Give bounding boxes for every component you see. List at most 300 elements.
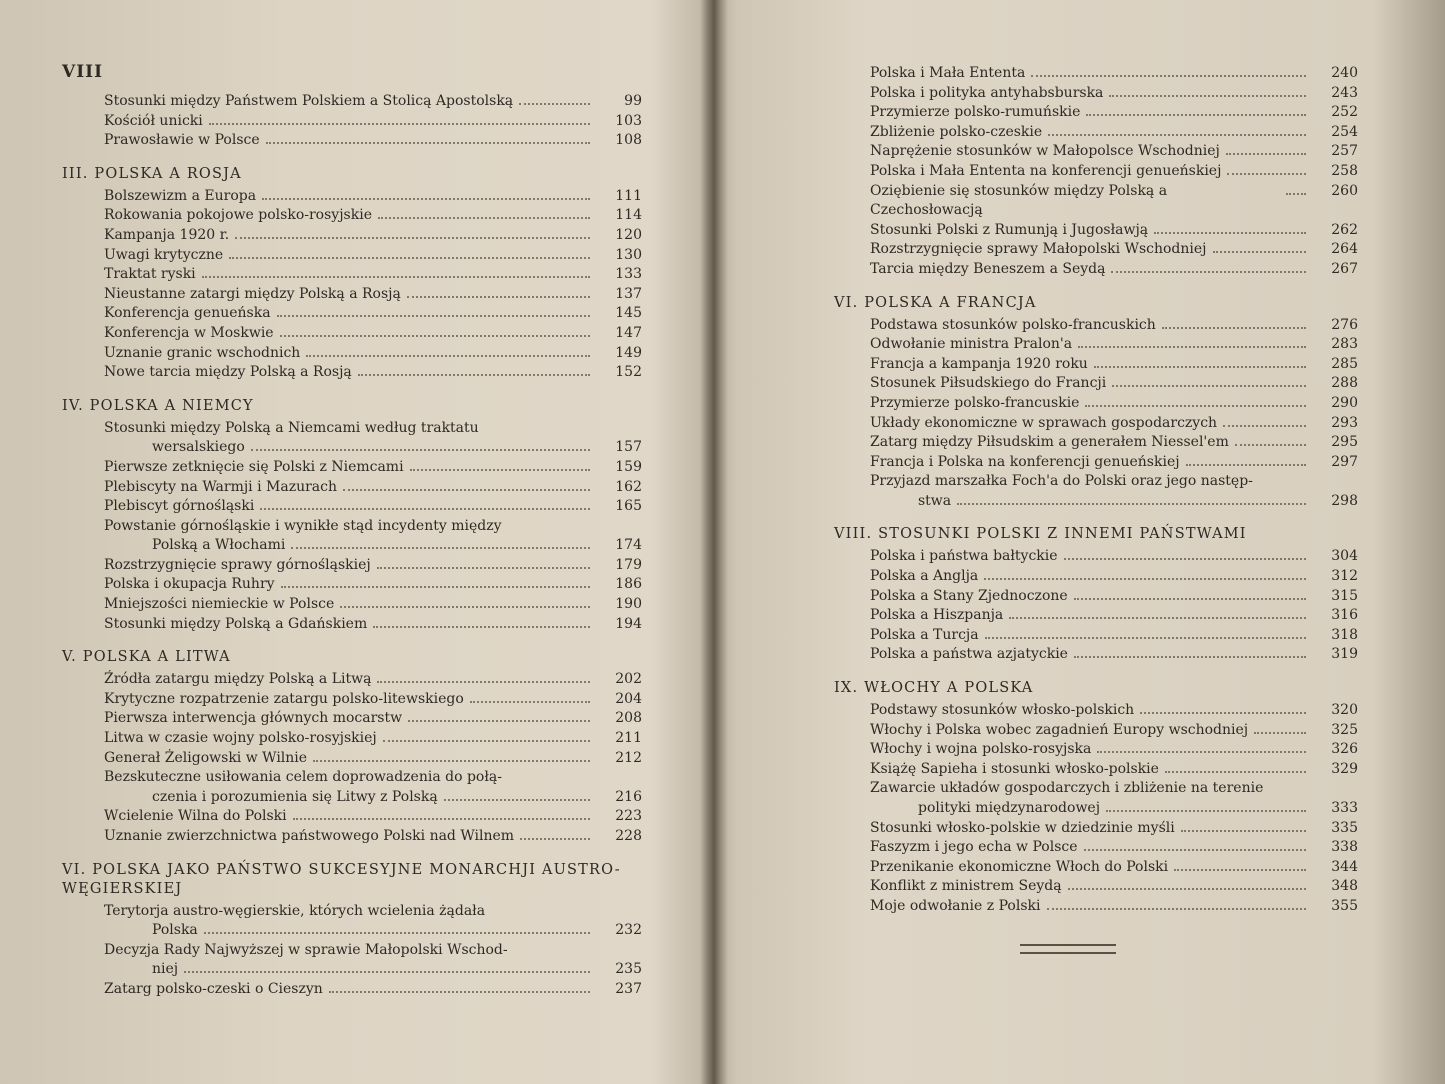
toc-page-number: 137: [615, 285, 642, 302]
toc-section: [834, 525, 1358, 665]
dot-leader: [229, 257, 590, 259]
toc-page-number: 276: [1331, 316, 1358, 333]
toc-page-number: 235: [615, 961, 642, 978]
toc-entry: [104, 517, 642, 537]
toc-page-number: 179: [615, 556, 642, 573]
toc-entry-title: Rozstrzygnięcie sprawy Małopolski Wschodniej: [870, 241, 1207, 258]
toc-page-number: 211: [615, 730, 642, 747]
toc-page-number: 165: [615, 498, 642, 515]
toc-entry-continuation: Polska: [152, 922, 198, 939]
toc-page-number: 186: [615, 576, 642, 593]
dot-leader: [1078, 346, 1306, 348]
toc-entry-title: Oziębienie się stosunków między Polską a Czechosłowacją: [870, 182, 1168, 219]
toc-entry: [104, 285, 642, 305]
left-page: [0, 0, 712, 1084]
toc-section: [62, 648, 642, 846]
toc-page-number: 103: [615, 112, 642, 129]
toc-page-number: 157: [615, 439, 642, 456]
toc-entry: [104, 112, 642, 132]
toc-page-number: 288: [1331, 375, 1358, 392]
dot-leader: [202, 276, 590, 278]
dot-leader: [1097, 751, 1306, 753]
dot-leader: [1165, 771, 1306, 773]
toc-entry: [870, 472, 1358, 492]
section-heading: VI. POLSKA JAKO PAŃSTWO SUKCESYJNE MONARCHJI AUSTRO-WĘGIERSKIEJ: [62, 861, 621, 897]
toc-entry-list: [834, 547, 1358, 665]
dot-leader: [985, 637, 1306, 639]
toc-entry-list: [834, 64, 1358, 280]
toc-page-number: 216: [615, 788, 642, 805]
toc-page-number: 257: [1331, 143, 1358, 160]
toc-entry: [104, 187, 642, 207]
dot-leader: [260, 508, 590, 510]
toc-page-number: 204: [615, 690, 642, 707]
toc-entry-list: [62, 419, 642, 635]
toc-entry: [104, 206, 642, 226]
left-table-of-contents: [62, 92, 642, 1000]
toc-page-number: 304: [1331, 548, 1358, 565]
toc-entry-title: Tarcia między Beneszem a Seydą: [870, 260, 1106, 277]
dot-leader: [984, 578, 1306, 580]
toc-entry: [870, 162, 1358, 182]
dot-leader: [1068, 888, 1306, 890]
toc-entry: [870, 316, 1358, 336]
toc-entry-title: Litwa w czasie wojny polsko-rosyjskiej: [104, 730, 377, 747]
right-table-of-contents: [834, 64, 1358, 917]
toc-entry-title: Konferencja w Moskwie: [104, 324, 274, 341]
toc-page-number: 114: [615, 207, 642, 224]
toc-page-number: 283: [1331, 336, 1358, 353]
toc-entry: [870, 858, 1358, 878]
toc-entry-list: [62, 902, 642, 1000]
toc-page-number: 208: [615, 710, 642, 727]
toc-page-number: 212: [615, 749, 642, 766]
dot-leader: [410, 469, 590, 471]
toc-section: [62, 165, 642, 383]
toc-page-number: 316: [1331, 607, 1358, 624]
toc-entry: [870, 335, 1358, 355]
dot-leader: [1186, 464, 1306, 466]
dot-leader: [377, 567, 590, 569]
dot-leader: [383, 740, 590, 742]
toc-entry: [870, 374, 1358, 394]
toc-entry-continuation-row: [104, 438, 642, 458]
toc-entry-continuation: czenia i porozumienia się Litwy z Polską: [152, 788, 438, 805]
toc-entry: [104, 131, 642, 151]
toc-entry-title: Zawarcie układów gospodarczych i zbliżenie na terenie: [870, 780, 1264, 797]
toc-page-number: 228: [615, 828, 642, 844]
toc-page-number: 285: [1331, 355, 1358, 372]
toc-entry: [104, 615, 642, 635]
dot-leader: [306, 355, 590, 357]
toc-page-number: 147: [615, 324, 642, 341]
dot-leader: [1213, 251, 1306, 253]
toc-entry-title: Terytorja austro-węgierskie, których wcielenia żądała: [104, 902, 486, 919]
dot-leader: [1154, 232, 1306, 234]
dot-leader: [377, 681, 590, 683]
toc-page-number: 315: [1331, 587, 1358, 604]
toc-entry: [870, 182, 1358, 221]
toc-entry: [870, 721, 1358, 741]
toc-page-number: 232: [615, 922, 642, 939]
dot-leader: [1106, 810, 1306, 812]
toc-entry: [104, 709, 642, 729]
toc-entry-title: Pierwsza interwencja głównych mocarstw: [104, 710, 403, 727]
toc-entry: [870, 701, 1358, 721]
dot-leader: [280, 335, 590, 337]
toc-entry-list: [62, 187, 642, 383]
toc-entry-title: Bolszewizm a Europa: [104, 187, 257, 204]
toc-entry: [870, 760, 1358, 780]
toc-section: [834, 64, 1358, 280]
end-ornament: [1020, 944, 1116, 954]
toc-entry-list: [834, 701, 1358, 917]
toc-entry-title: Zatarg między Piłsudskim a generałem Niessel'em: [870, 434, 1229, 451]
toc-entry-continuation-row: [104, 960, 642, 980]
toc-entry: [104, 304, 642, 324]
toc-entry: [870, 626, 1358, 646]
toc-entry: [870, 433, 1358, 453]
toc-entry-continuation-row: [870, 492, 1358, 512]
toc-entry: [870, 838, 1358, 858]
dot-leader: [1109, 95, 1306, 97]
toc-entry-title: Przenikanie ekonomiczne Włoch do Polski: [870, 858, 1169, 875]
toc-entry-title: Moje odwołanie z Polski: [870, 897, 1041, 914]
dot-leader: [1140, 712, 1306, 714]
toc-entry-title: Polska i państwa bałtyckie: [870, 548, 1058, 565]
toc-entry-title: Podstawy stosunków włosko-polskich: [870, 702, 1135, 719]
dot-leader: [1227, 173, 1306, 175]
toc-entry-title: Nieustanne zatargi między Polską a Rosją: [104, 285, 401, 302]
toc-section: [834, 294, 1358, 512]
toc-entry-title: Wcielenie Wilna do Polski: [104, 808, 287, 825]
toc-entry: [870, 740, 1358, 760]
toc-page-number: 174: [615, 537, 642, 554]
dot-leader: [1047, 908, 1307, 910]
toc-entry: [870, 414, 1358, 434]
toc-entry: [870, 779, 1358, 799]
toc-entry: [870, 547, 1358, 567]
toc-entry: [870, 394, 1358, 414]
toc-entry-continuation: Polską a Włochami: [152, 537, 286, 554]
dot-leader: [1074, 656, 1306, 658]
section-heading: VIII. STOSUNKI POLSKI Z INNEMI PAŃSTWAMI: [834, 526, 1247, 543]
toc-entry-title: Polska i Mała Ententa na konferencji genueńskiej: [870, 162, 1222, 179]
toc-entry-title: Kampanja 1920 r.: [104, 226, 230, 243]
toc-entry: [870, 453, 1358, 473]
toc-entry-continuation: polityki międzynarodowej: [918, 800, 1101, 816]
toc-entry: [104, 246, 642, 266]
dot-leader: [343, 489, 590, 491]
toc-entry-title: Powstanie górnośląskie i wynikłe stąd incydenty między: [104, 517, 502, 534]
toc-entry: [870, 587, 1358, 607]
toc-page-number: 130: [615, 246, 642, 263]
toc-page-number: 254: [1331, 123, 1358, 140]
toc-page-number: 194: [615, 615, 642, 632]
toc-entry-title: Kościół unicki: [104, 112, 203, 129]
toc-entry: [104, 419, 642, 439]
dot-leader: [1111, 271, 1306, 273]
toc-entry: [104, 980, 642, 1000]
toc-entry: [104, 92, 642, 112]
toc-entry-title: Konferencja genueńska: [104, 305, 271, 322]
toc-page-number: 293: [1331, 414, 1358, 431]
toc-page-number: 329: [1331, 760, 1358, 777]
toc-entry-title: Francja a kampanja 1920 roku: [870, 355, 1088, 372]
toc-entry: [104, 478, 642, 498]
section-heading: IX. WŁOCHY A POLSKA: [834, 680, 1034, 697]
dot-leader: [1254, 732, 1306, 734]
dot-leader: [1094, 366, 1306, 368]
toc-page-number: 298: [1331, 492, 1358, 509]
toc-entry-title: Podstawa stosunków polsko-francuskich: [870, 316, 1156, 333]
toc-entry-title: Uznanie granic wschodnich: [104, 344, 301, 361]
toc-page-number: 318: [1331, 626, 1358, 643]
toc-page-number: 333: [1331, 800, 1358, 816]
dot-leader: [204, 932, 590, 934]
toc-page-number: 223: [615, 808, 642, 825]
dot-leader: [281, 586, 590, 588]
toc-entry-title: Książę Sapieha i stosunki włosko-polskie: [870, 760, 1159, 777]
dot-leader: [1286, 193, 1306, 195]
dot-leader: [262, 198, 590, 200]
dot-leader: [1235, 444, 1306, 446]
dot-leader: [1112, 385, 1306, 387]
toc-entry: [104, 941, 642, 961]
dot-leader: [1084, 849, 1306, 851]
toc-entry: [104, 902, 642, 922]
dot-leader: [373, 626, 590, 628]
toc-entry-title: Włochy i wojna polsko-rosyjska: [870, 741, 1092, 758]
dot-leader: [444, 799, 590, 801]
toc-entry-title: Plebiscyty na Warmji i Mazurach: [104, 478, 338, 495]
dot-leader: [184, 971, 590, 973]
toc-entry-continuation-row: [104, 921, 642, 941]
dot-leader: [313, 760, 590, 762]
toc-section: [834, 679, 1358, 917]
toc-entry: [870, 606, 1358, 626]
toc-page-number: 145: [615, 305, 642, 322]
dot-leader: [1174, 869, 1306, 871]
toc-entry-continuation: wersalskiego: [152, 439, 245, 456]
toc-entry-title: Polska a Hiszpanja: [870, 607, 1004, 624]
toc-entry-title: Polska i okupacja Ruhry: [104, 576, 275, 593]
toc-entry: [104, 497, 642, 517]
toc-entry: [104, 324, 642, 344]
toc-entry: [870, 877, 1358, 897]
toc-entry-title: Polska a Turcja: [870, 626, 979, 643]
toc-page-number: 190: [615, 596, 642, 613]
toc-entry-continuation-row: [104, 536, 642, 556]
toc-page-number: 162: [615, 478, 642, 495]
right-page: [724, 0, 1428, 1084]
dot-leader: [520, 838, 590, 840]
toc-entry: [104, 575, 642, 595]
toc-page-number: 267: [1331, 260, 1358, 277]
toc-entry-continuation-row: [104, 788, 642, 808]
toc-page-number: 319: [1331, 646, 1358, 663]
dot-leader: [1162, 327, 1306, 329]
toc-entry-title: Odwołanie ministra Pralon'a: [870, 336, 1073, 353]
toc-page-number: 240: [1331, 65, 1358, 81]
toc-entry: [870, 567, 1358, 587]
toc-page-number: 295: [1331, 434, 1358, 451]
section-heading: IV. POLSKA A NIEMCY: [62, 397, 254, 414]
section-heading: III. POLSKA A ROSJA: [62, 165, 242, 182]
dot-leader: [957, 503, 1306, 505]
dot-leader: [340, 606, 590, 608]
toc-entry: [104, 265, 642, 285]
toc-entry-title: Rozstrzygnięcie sprawy górnośląskiej: [104, 556, 371, 573]
dot-leader: [519, 103, 590, 105]
dot-leader: [1226, 153, 1306, 155]
dot-leader: [1064, 558, 1306, 560]
dot-leader: [293, 818, 590, 820]
dot-leader: [1086, 114, 1306, 116]
toc-entry: [870, 103, 1358, 123]
toc-entry-title: Stosunek Piłsudskiego do Francji: [870, 375, 1107, 392]
dot-leader: [291, 547, 590, 549]
toc-page-number: 152: [615, 364, 642, 381]
toc-entry-title: Przymierze polsko-francuskie: [870, 394, 1080, 411]
toc-page-number: 252: [1331, 104, 1358, 121]
toc-section: [62, 397, 642, 635]
toc-page-number: 262: [1331, 221, 1358, 238]
dot-leader: [251, 449, 590, 451]
dot-leader: [277, 315, 590, 317]
toc-entry-title: Faszyzm i jego echa w Polsce: [870, 839, 1078, 856]
dot-leader: [1223, 425, 1306, 427]
toc-entry: [104, 690, 642, 710]
toc-entry-title: Stosunki między Polską a Niemcami według traktatu: [104, 419, 479, 436]
toc-page-number: 159: [615, 458, 642, 475]
toc-entry-title: Stosunki między Polską a Gdańskiem: [104, 615, 368, 632]
toc-entry: [870, 123, 1358, 143]
toc-entry: [870, 260, 1358, 280]
toc-page-number: 297: [1331, 453, 1358, 470]
dot-leader: [378, 217, 590, 219]
toc-page-number: 264: [1331, 241, 1358, 258]
dot-leader: [358, 374, 590, 376]
toc-entry-title: Rokowania pokojowe polsko-rosyjskie: [104, 207, 372, 224]
toc-entry-title: Stosunki Polski z Rumunją i Jugosławją: [870, 221, 1149, 238]
toc-entry-title: Przymierze polsko-rumuńskie: [870, 104, 1081, 121]
toc-page-number: 320: [1331, 702, 1358, 719]
toc-entry: [104, 226, 642, 246]
toc-entry-title: Zatarg polsko-czeski o Cieszyn: [104, 980, 323, 997]
toc-entry-title: Prawosławie w Polsce: [104, 132, 260, 149]
toc-entry-title: Mniejszości niemieckie w Polsce: [104, 596, 335, 613]
toc-entry-title: Źródła zatargu między Polską a Litwą: [104, 671, 372, 688]
toc-entry-continuation-row: [870, 799, 1358, 819]
toc-entry-title: Stosunki włosko-polskie w dziedzinie myśli: [870, 819, 1175, 836]
toc-entry-list: [62, 670, 642, 846]
toc-page-number: 202: [615, 671, 642, 688]
toc-page-number: 111: [615, 187, 642, 204]
toc-entry: [104, 363, 642, 383]
toc-page-number: 335: [1331, 819, 1358, 836]
dot-leader: [209, 123, 590, 125]
toc-entry-continuation: niej: [152, 961, 179, 978]
toc-page-number: 326: [1331, 741, 1358, 758]
toc-entry: [870, 64, 1358, 84]
toc-page-number: 290: [1331, 394, 1358, 411]
toc-entry-title: Polska i polityka antyhabsburska: [870, 84, 1104, 101]
toc-entry-title: Uznanie zwierzchnictwa państwowego Polski nad Wilnem: [104, 828, 515, 844]
toc-page-number: 133: [615, 266, 642, 283]
toc-entry-title: Generał Żeligowski w Wilnie: [104, 749, 308, 766]
toc-entry-continuation: stwa: [918, 492, 952, 509]
dot-leader: [1181, 830, 1306, 832]
toc-page-number: 344: [1331, 858, 1358, 875]
toc-entry-title: Nowe tarcia między Polską a Rosją: [104, 364, 352, 381]
toc-entry-title: Polska a Anglja: [870, 568, 979, 585]
dot-leader: [407, 296, 590, 298]
toc-entry: [104, 458, 642, 478]
toc-entry-title: Naprężenie stosunków w Małopolsce Wschodniej: [870, 143, 1220, 160]
dot-leader: [408, 720, 590, 722]
toc-page-number: 312: [1331, 568, 1358, 585]
toc-page-number: 260: [1331, 182, 1358, 199]
toc-entry: [104, 344, 642, 364]
toc-entry: [104, 595, 642, 615]
toc-entry-title: Włochy i Polska wobec zagadnień Europy wschodniej: [870, 721, 1249, 738]
toc-entry: [104, 807, 642, 827]
toc-entry: [870, 897, 1358, 917]
dot-leader: [1031, 75, 1306, 77]
toc-page-number: 120: [615, 226, 642, 243]
toc-page-number: 355: [1331, 897, 1358, 914]
toc-entry-title: Plebiscyt górnośląski: [104, 498, 255, 515]
toc-entry: [870, 645, 1358, 665]
dot-leader: [1085, 405, 1306, 407]
toc-entry: [870, 84, 1358, 104]
toc-entry-title: Konflikt z ministrem Seydą: [870, 878, 1062, 895]
toc-entry-title: Układy ekonomiczne w sprawach gospodarczych: [870, 414, 1218, 431]
toc-entry-title: Uwagi krytyczne: [104, 246, 224, 263]
toc-entry: [104, 827, 642, 847]
toc-entry-title: Decyzja Rady Najwyższej w sprawie Małopolski Wschod-: [104, 941, 508, 958]
toc-entry: [870, 221, 1358, 241]
toc-entry: [104, 749, 642, 769]
toc-page-number: 348: [1331, 878, 1358, 895]
toc-entry: [870, 142, 1358, 162]
toc-entry-title: Polska a państwa azjatyckie: [870, 646, 1068, 663]
toc-page-number: 338: [1331, 839, 1358, 856]
toc-page-number: 243: [1331, 84, 1358, 101]
toc-entry-title: Francja i Polska na konferencji genueńskiej: [870, 453, 1180, 470]
section-heading: V. POLSKA A LITWA: [62, 649, 231, 666]
toc-section: [62, 861, 642, 1000]
section-heading: VI. POLSKA A FRANCJA: [834, 294, 1037, 311]
toc-entry-title: Polska a Stany Zjednoczone: [870, 587, 1068, 604]
dot-leader: [470, 701, 590, 703]
toc-entry: [104, 729, 642, 749]
page-number: VIII: [62, 62, 104, 82]
toc-entry-title: Krytyczne rozpatrzenie zatargu polsko-litewskiego: [104, 690, 464, 707]
dot-leader: [1048, 134, 1306, 136]
toc-entry-title: Traktat ryski: [104, 266, 196, 283]
toc-section: [62, 92, 642, 151]
toc-entry: [870, 240, 1358, 260]
toc-entry: [104, 556, 642, 576]
toc-entry-list: [834, 316, 1358, 512]
toc-entry: [870, 355, 1358, 375]
toc-page-number: 325: [1331, 721, 1358, 738]
dot-leader: [1009, 617, 1306, 619]
toc-entry-title: Stosunki między Państwem Polskiem a Stolicą Apostolską: [104, 93, 514, 109]
toc-entry-list: [62, 92, 642, 151]
